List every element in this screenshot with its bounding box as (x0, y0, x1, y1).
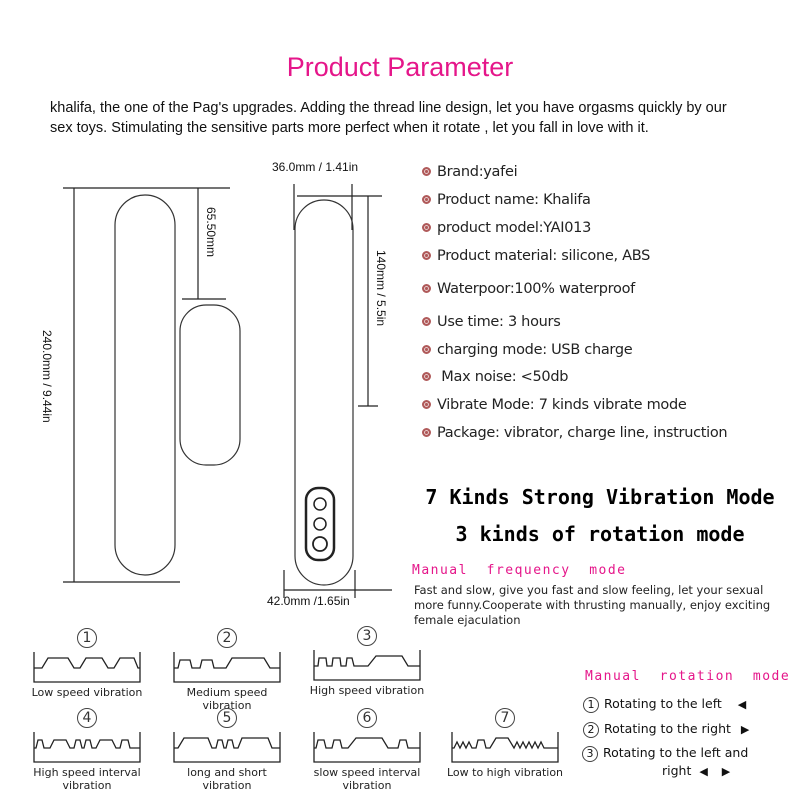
target-bullet-icon (422, 223, 431, 232)
mode-number: 5 (217, 708, 237, 728)
spec-product-name: Product name: Khalifa (422, 192, 591, 208)
rotation-mode-title: Manual rotation mode (585, 669, 791, 684)
front-view-outline (262, 158, 412, 610)
target-bullet-icon (422, 372, 431, 381)
headline-vibration: 7 Kinds Strong Vibration Mode (425, 485, 775, 509)
mode-button-icon (314, 518, 326, 530)
plus-button-icon (314, 498, 326, 510)
page-title: Product Parameter (286, 52, 514, 82)
mode-number: 2 (217, 628, 237, 648)
frequency-mode-text: Fast and slow, give you fast and slow feeling, let your sexual more funny.Cooperate with thrusting manually, enjoy exciting female ejaculation (414, 583, 771, 627)
top-width-label: 36.0mm / 1.41in (272, 160, 359, 174)
side-view-diagram (40, 185, 260, 585)
spec-model: product model:YAI013 (422, 220, 591, 236)
spec-charging: charging mode: USB charge (422, 342, 632, 358)
spec-vibrate-mode: Vibrate Mode: 7 kinds vibrate mode (422, 397, 687, 413)
spec-use-time: Use time: 3 hours (422, 314, 560, 330)
headline-rotation: 3 kinds of rotation mode (455, 522, 745, 546)
waveform-low-icon (32, 650, 142, 684)
vibration-mode-4: 4 High speed interval vibration (33, 710, 141, 792)
spec-brand: Brand:yafei (422, 164, 517, 180)
side-view-outline (40, 185, 260, 585)
rotation-item-both-cont: right ◀ ▶ (662, 763, 731, 778)
arrows-left-right-icon: ◀ ▶ (699, 765, 731, 778)
tip-length-label: 65.50mm (204, 207, 218, 258)
front-view-diagram (262, 158, 412, 610)
mode-number: 4 (77, 708, 97, 728)
spec-noise: Max noise: <50db (422, 369, 568, 385)
base-width-label: 42.0mm /1.65in (267, 594, 350, 608)
target-bullet-icon (422, 345, 431, 354)
frequency-mode-title: Manual frequency mode (412, 563, 627, 578)
rotation-item-right: 2 Rotating to the right ▶ (583, 721, 749, 738)
waveform-high-interval-icon (32, 730, 142, 764)
control-panel (306, 488, 334, 560)
spec-waterproof: Waterpoor:100% waterproof (422, 281, 635, 297)
rotation-item-both: 3 Rotating to the left and (582, 745, 748, 762)
total-length-label: 240.0mm / 9.44in (40, 330, 54, 423)
vibration-mode-3: 3 High speed vibration (309, 628, 425, 697)
rotation-item-left: 1 Rotating to the left ◀ (583, 696, 746, 713)
mode-number: 6 (357, 708, 377, 728)
power-button-icon (313, 537, 327, 551)
spec-material: Product material: silicone, ABS (422, 248, 650, 264)
vibration-mode-5: 5 long and short vibration (162, 708, 292, 792)
vibration-mode-1: 1 Low speed vibration (31, 630, 143, 699)
target-bullet-icon (422, 317, 431, 326)
vibration-mode-6: 6 slow speed interval vibration (313, 710, 421, 792)
vibration-mode-2: 2 Medium speed vibration (162, 628, 292, 712)
arrow-right-icon: ▶ (740, 723, 750, 736)
spec-package: Package: vibrator, charge line, instruction (422, 425, 727, 441)
target-bullet-icon (422, 167, 431, 176)
waveform-low-to-high-icon (450, 730, 560, 764)
waveform-high-icon (312, 648, 422, 682)
target-bullet-icon (422, 400, 431, 409)
mode-number: 7 (495, 708, 515, 728)
target-bullet-icon (422, 284, 431, 293)
waveform-slow-interval-icon (312, 730, 422, 764)
target-bullet-icon (422, 251, 431, 260)
arrow-left-icon: ◀ (737, 698, 747, 711)
target-bullet-icon (422, 428, 431, 437)
mode-number: 3 (357, 626, 377, 646)
waveform-long-short-icon (172, 730, 282, 764)
shaft-length-label: 140mm / 5.5in (374, 250, 388, 327)
vibration-mode-7: 7 Low to high vibration (446, 710, 564, 779)
intro-text: khalifa, the one of the Pag's upgrades. Adding the thread line design, let you have orgasms quickly by our sex toys. Stimulating the sensitive parts more perfect when it rotate , let you fall in love with it. (50, 100, 727, 136)
mode-number: 1 (77, 628, 97, 648)
target-bullet-icon (422, 195, 431, 204)
waveform-medium-icon (172, 650, 282, 684)
